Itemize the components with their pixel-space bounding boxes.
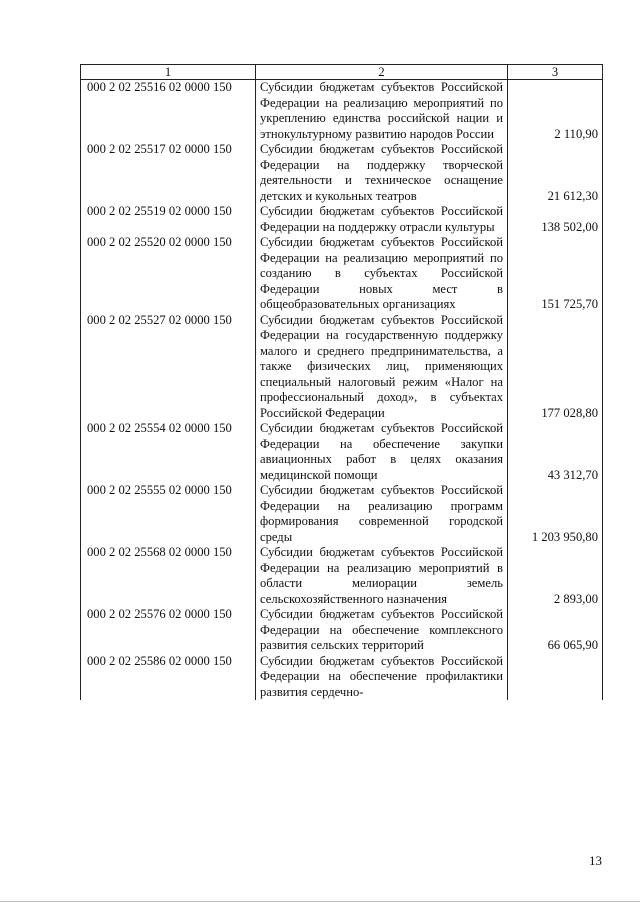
row-amount: 177 028,80 <box>508 313 603 422</box>
table-row <box>81 80 603 143</box>
table-row <box>81 483 603 545</box>
row-description: Субсидии бюджетам субъектов Российской Федерации на реализацию мероприятий по укреплению единства российской нации и этнокультурному развитию народов России <box>256 80 508 143</box>
row-description: Субсидии бюджетам субъектов Российской Федерации на обеспечение профилактики развития сердечно- <box>256 654 508 701</box>
row-amount: 66 065,90 <box>508 607 603 654</box>
row-amount: 43 312,70 <box>508 421 603 483</box>
row-description: Субсидии бюджетам субъектов Российской Федерации на обеспечение закупки авиационных работ в целях оказания медицинской помощи <box>256 421 508 483</box>
table-header-row <box>81 65 603 80</box>
row-code: 000 2 02 25519 02 0000 150 <box>81 204 256 235</box>
table-row <box>81 204 603 235</box>
page-bottom-divider <box>0 901 640 902</box>
row-code: 000 2 02 25586 02 0000 150 <box>81 654 256 701</box>
row-amount: 1 203 950,80 <box>508 483 603 545</box>
row-description: Субсидии бюджетам субъектов Российской Федерации на реализацию мероприятий в области мелиорации земель сельскохозяйственного назначения <box>256 545 508 607</box>
table-row <box>81 421 603 483</box>
row-code: 000 2 02 25555 02 0000 150 <box>81 483 256 545</box>
budget-table <box>80 64 603 700</box>
row-description: Субсидии бюджетам субъектов Российской Федерации на реализацию мероприятий по созданию в субъектах Российской Федерации новых мест в общеобразовательных организациях <box>256 235 508 313</box>
row-amount: 138 502,00 <box>508 204 603 235</box>
row-code: 000 2 02 25517 02 0000 150 <box>81 142 256 204</box>
row-amount: 151 725,70 <box>508 235 603 313</box>
row-amount <box>508 654 603 701</box>
column-header-amount: 3 <box>508 65 603 80</box>
row-amount: 2 893,00 <box>508 545 603 607</box>
table-row <box>81 313 603 422</box>
table-row <box>81 545 603 607</box>
row-description: Субсидии бюджетам субъектов Российской Федерации на государственную поддержку малого и среднего предпринимательства, а также физических лиц, применяющих специальный налоговый режим «Налог на профессиональный доход», в субъектах Российской Федерации <box>256 313 508 422</box>
row-description: Субсидии бюджетам субъектов Российской Федерации на поддержку отрасли культуры <box>256 204 508 235</box>
row-description: Субсидии бюджетам субъектов Российской Федерации на реализацию программ формирования современной городской среды <box>256 483 508 545</box>
row-amount: 2 110,90 <box>508 80 603 143</box>
table-row <box>81 235 603 313</box>
row-amount: 21 612,30 <box>508 142 603 204</box>
row-code: 000 2 02 25527 02 0000 150 <box>81 313 256 422</box>
column-header-description: 2 <box>256 65 508 80</box>
table-row <box>81 654 603 701</box>
column-header-code: 1 <box>81 65 256 80</box>
table-row <box>81 607 603 654</box>
page-number: 13 <box>589 853 602 868</box>
row-description: Субсидии бюджетам субъектов Российской Федерации на обеспечение комплексного развития сельских территорий <box>256 607 508 654</box>
row-code: 000 2 02 25568 02 0000 150 <box>81 545 256 607</box>
row-code: 000 2 02 25520 02 0000 150 <box>81 235 256 313</box>
row-description: Субсидии бюджетам субъектов Российской Федерации на поддержку творческой деятельности и техническое оснащение детских и кукольных театров <box>256 142 508 204</box>
table-row <box>81 142 603 204</box>
row-code: 000 2 02 25516 02 0000 150 <box>81 80 256 143</box>
row-code: 000 2 02 25576 02 0000 150 <box>81 607 256 654</box>
row-code: 000 2 02 25554 02 0000 150 <box>81 421 256 483</box>
